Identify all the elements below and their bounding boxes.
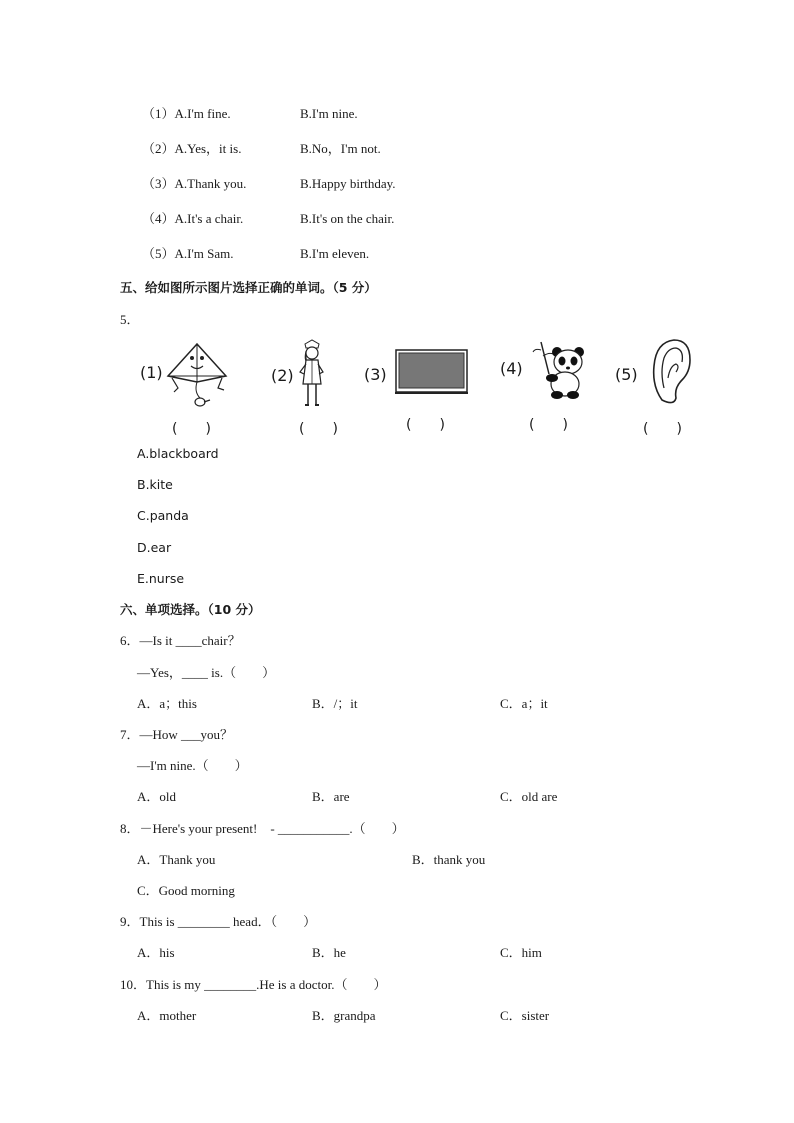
word-option-c: C.panda bbox=[137, 508, 189, 523]
question-9-option-a[interactable]: A．his bbox=[137, 945, 175, 960]
answer-blank-3[interactable]: ( ) bbox=[406, 417, 445, 433]
listening-1-option-a: （1）A.I'm fine. bbox=[142, 106, 231, 121]
kite-picture bbox=[164, 342, 230, 410]
picture-label-2: (2) bbox=[271, 366, 294, 385]
question-5-number: 5． bbox=[120, 312, 140, 327]
section-5-title: 五、给如图所示图片选择正确的单词。（5 分） bbox=[120, 280, 377, 295]
word-option-e: E.nurse bbox=[137, 571, 185, 586]
picture-label-4: (4) bbox=[500, 359, 523, 378]
question-7-option-c[interactable]: C．old are bbox=[500, 789, 558, 804]
question-6-option-c[interactable]: C．a；it bbox=[500, 696, 548, 711]
question-10-option-c[interactable]: C．sister bbox=[500, 1008, 550, 1023]
word-option-b: B.kite bbox=[137, 477, 173, 492]
question-7-option-b[interactable]: B．are bbox=[312, 789, 350, 804]
listening-5-option-a: （5）A.I'm Sam. bbox=[142, 246, 234, 261]
listening-2-option-b: B.No，I'm not. bbox=[300, 141, 381, 156]
answer-blank-4[interactable]: ( ) bbox=[529, 417, 568, 433]
question-6-option-a[interactable]: A．a；this bbox=[137, 696, 197, 711]
question-8-line-1: 8．－Here's your present! - ___________.（ ） bbox=[120, 821, 405, 836]
question-6-option-b[interactable]: B．/；it bbox=[312, 696, 358, 711]
question-8-option-c[interactable]: C．Good morning bbox=[137, 883, 235, 898]
question-8-option-b[interactable]: B．thank you bbox=[412, 852, 486, 867]
section-6-title: 六、单项选择。（10 分） bbox=[120, 602, 261, 617]
question-10-line-1: 10．This is my ________.He is a doctor.（ ） bbox=[120, 977, 387, 992]
answer-blank-2[interactable]: ( ) bbox=[299, 421, 338, 437]
picture-label-5: (5) bbox=[615, 365, 638, 384]
question-9-option-b[interactable]: B．he bbox=[312, 945, 346, 960]
question-10-option-b[interactable]: B．grandpa bbox=[312, 1008, 376, 1023]
word-option-a: A.blackboard bbox=[137, 446, 219, 461]
question-7-line-1: 7．—How ___you？ bbox=[120, 727, 234, 742]
answer-blank-5[interactable]: ( ) bbox=[643, 421, 682, 437]
listening-5-option-b: B.I'm eleven. bbox=[300, 246, 370, 261]
answer-blank-1[interactable]: ( ) bbox=[172, 421, 211, 437]
panda-picture bbox=[527, 340, 587, 400]
nurse-picture bbox=[296, 338, 328, 410]
question-10-option-a[interactable]: A．mother bbox=[137, 1008, 197, 1023]
word-option-d: D.ear bbox=[137, 540, 172, 555]
question-9-option-c[interactable]: C．him bbox=[500, 945, 542, 960]
question-6-line-1: 6．—Is it ____chair？ bbox=[120, 633, 241, 648]
question-9-line-1: 9．This is ________ head．（ ） bbox=[120, 914, 317, 929]
listening-3-option-a: （3）A.Thank you. bbox=[142, 176, 247, 191]
question-7-line-2: —I'm nine.（ ） bbox=[137, 758, 248, 773]
question-8-option-a[interactable]: A．Thank you bbox=[137, 852, 216, 867]
listening-3-option-b: B.Happy birthday. bbox=[300, 176, 396, 191]
picture-label-1: (1) bbox=[140, 363, 163, 382]
listening-4-option-a: （4）A.It's a chair. bbox=[142, 211, 244, 226]
listening-4-option-b: B.It's on the chair. bbox=[300, 211, 395, 226]
question-7-option-a[interactable]: A．old bbox=[137, 789, 177, 804]
listening-2-option-a: （2）A.Yes，it is. bbox=[142, 141, 242, 156]
picture-label-3: (3) bbox=[364, 365, 387, 384]
listening-1-option-b: B.I'm nine. bbox=[300, 106, 358, 121]
ear-picture bbox=[648, 336, 694, 408]
blackboard-picture bbox=[395, 349, 468, 395]
question-6-line-2: —Yes，____ is.（ ） bbox=[137, 665, 276, 680]
